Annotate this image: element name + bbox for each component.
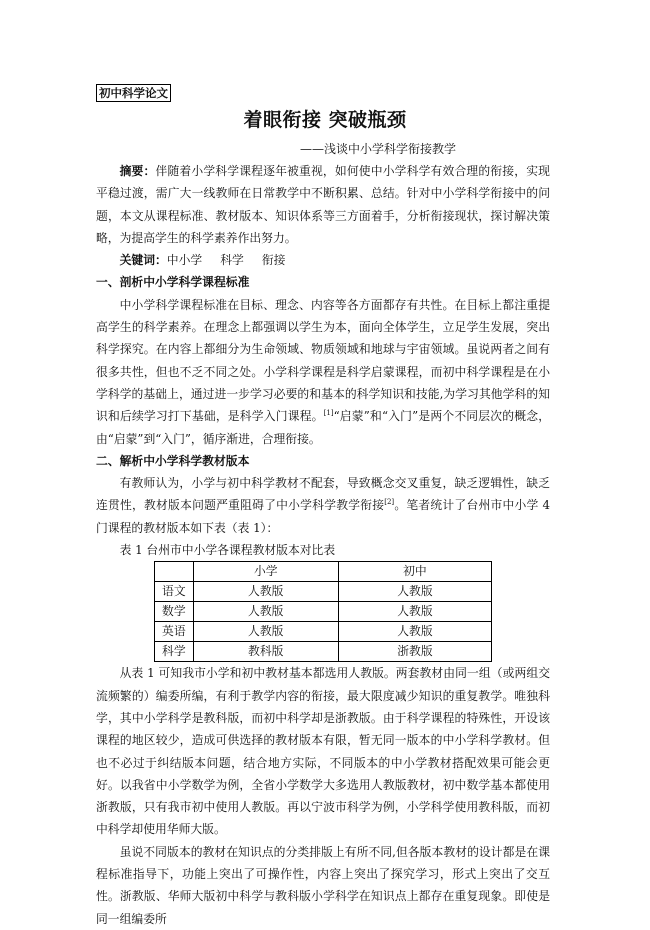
article-body (96, 160, 550, 930)
article-subtitle: ——浅谈中小学科学衔接教学 (300, 142, 457, 156)
table-row (155, 602, 492, 622)
paragraph-text: 有教师认为，小学与初中科学教材不配套，导致概念交叉重复，缺乏逻辑性，缺乏连贯性，教材版本问题严重阻碍了中小学科学教学衔接 (96, 476, 550, 513)
table-cell: 教科版 (193, 642, 338, 662)
paragraph-text: 。笔者统计了台州市中小学 4 门课程的教材版本如下表（表 1）： (96, 498, 550, 535)
table-header-row (155, 562, 492, 582)
table-header-cell: 初中 (338, 562, 491, 582)
table-caption: 表 1 台州市中小学各课程教材版本对比表 (119, 543, 336, 558)
keyword: 科学 (220, 253, 244, 268)
table-cell: 语文 (155, 582, 194, 602)
citation-ref: [2] (384, 498, 395, 507)
citation-ref: [1] (323, 409, 334, 418)
category-tag: 初中科学论文 (96, 84, 171, 102)
abstract (96, 160, 550, 249)
table-cell: 人教版 (193, 622, 338, 642)
table-cell: 科学 (155, 642, 194, 662)
keywords-label: 关键词： (119, 253, 167, 268)
table-cell: 人教版 (338, 582, 491, 602)
table-cell: 人教版 (338, 602, 491, 622)
section-heading: 一、剖析中小学科学课程标准 (96, 275, 250, 290)
table-cell: 人教版 (338, 622, 491, 642)
textbook-version-table (154, 561, 492, 662)
section-heading: 二、解析中小学科学教材版本 (96, 453, 250, 468)
paragraph (96, 472, 550, 539)
article-title: 着眼衔接 突破瓶颈 (243, 109, 407, 131)
table-header-cell (155, 562, 194, 582)
keywords (96, 249, 550, 271)
table-row (155, 622, 492, 642)
keyword: 中小学 (166, 253, 203, 268)
table-cell: 英语 (155, 622, 194, 642)
abstract-label: 摘要： (119, 164, 156, 178)
paragraph: 从表 1 可知我市小学和初中教材基本都选用人教版。两套教材由同一组（或两组交流频繁的）编委所编，有利于教学内容的衔接，最大限度减少知识的重复教学。唯独科学，其中小学科学是教科版，而初中科学却是浙教版。由于科学课程的特殊性，开设该课程的地区较少，造成可供选择的教材版本有限，暂无同一版本的中小学科学教材。但也不必过于纠结版本问题，结合地方实际，不同版本的中小学教材搭配效果可能会更好。以我省中小学数学为例，全省小学数学大多选用人教版教材，初中数学基本都使用浙教版，只有我市初中使用人教版。再以宁波市科学为例，小学科学使用教科版，而初中科学却使用华师大版。 (96, 666, 550, 837)
table-header-cell: 小学 (193, 562, 338, 582)
paragraph-text: “启蒙”和“入门”是两个不同层次的概念，由“启蒙”到“入门”，循序渐进，合理衔接。 (96, 409, 550, 446)
paragraph (96, 294, 550, 450)
keyword: 衔接 (261, 253, 286, 268)
paragraph-text: 中小学科学课程标准在目标、理念、内容等各方面都存有共性。在目标上都注重提高学生的科学素养。在理念上都强调以学生为本，面向全体学生，立足学生发展，突出科学探究。在内容上都细分为生命领域、物质领域和地球与宇宙领域。虽说两者之间有很多共性，但也不乏不同之处。小学科学课程是科学启蒙课程，而初中科学课程是在小学科学的基础上，通过进一步学习必要的和基本的科学知识和技能,为学习其他学科的知识和后续学习打下基础，是科学入门课程。 (96, 297, 550, 424)
table-cell: 人教版 (193, 602, 338, 622)
paragraph: 虽说不同版本的教材在知识点的分类排版上有所不同,但各版本教材的设计都是在课程标准指导下，功能上突出了可操作性，内容上突出了探究学习，形式上突出了交互性。浙教版、华师大版初中科学与教科版小学科学在知识点上都存在重复现象。即使是同一组编委所 (96, 844, 550, 926)
table-cell: 人教版 (193, 582, 338, 602)
abstract-text: 伴随着小学科学课程逐年被重视，如何使中小学科学有效合理的衔接，实现平稳过渡，需广大一线教师在日常教学中不断积累、总结。针对中小学科学衔接中的问题，本文从课程标准、教材版本、知识体系等三方面着手，分析衔接现状，探讨解决策略，为提高学生的科学素养作出努力。 (96, 164, 550, 245)
table-cell: 数学 (155, 602, 194, 622)
table-row (155, 642, 492, 662)
table-row (155, 582, 492, 602)
table-cell: 浙教版 (338, 642, 491, 662)
